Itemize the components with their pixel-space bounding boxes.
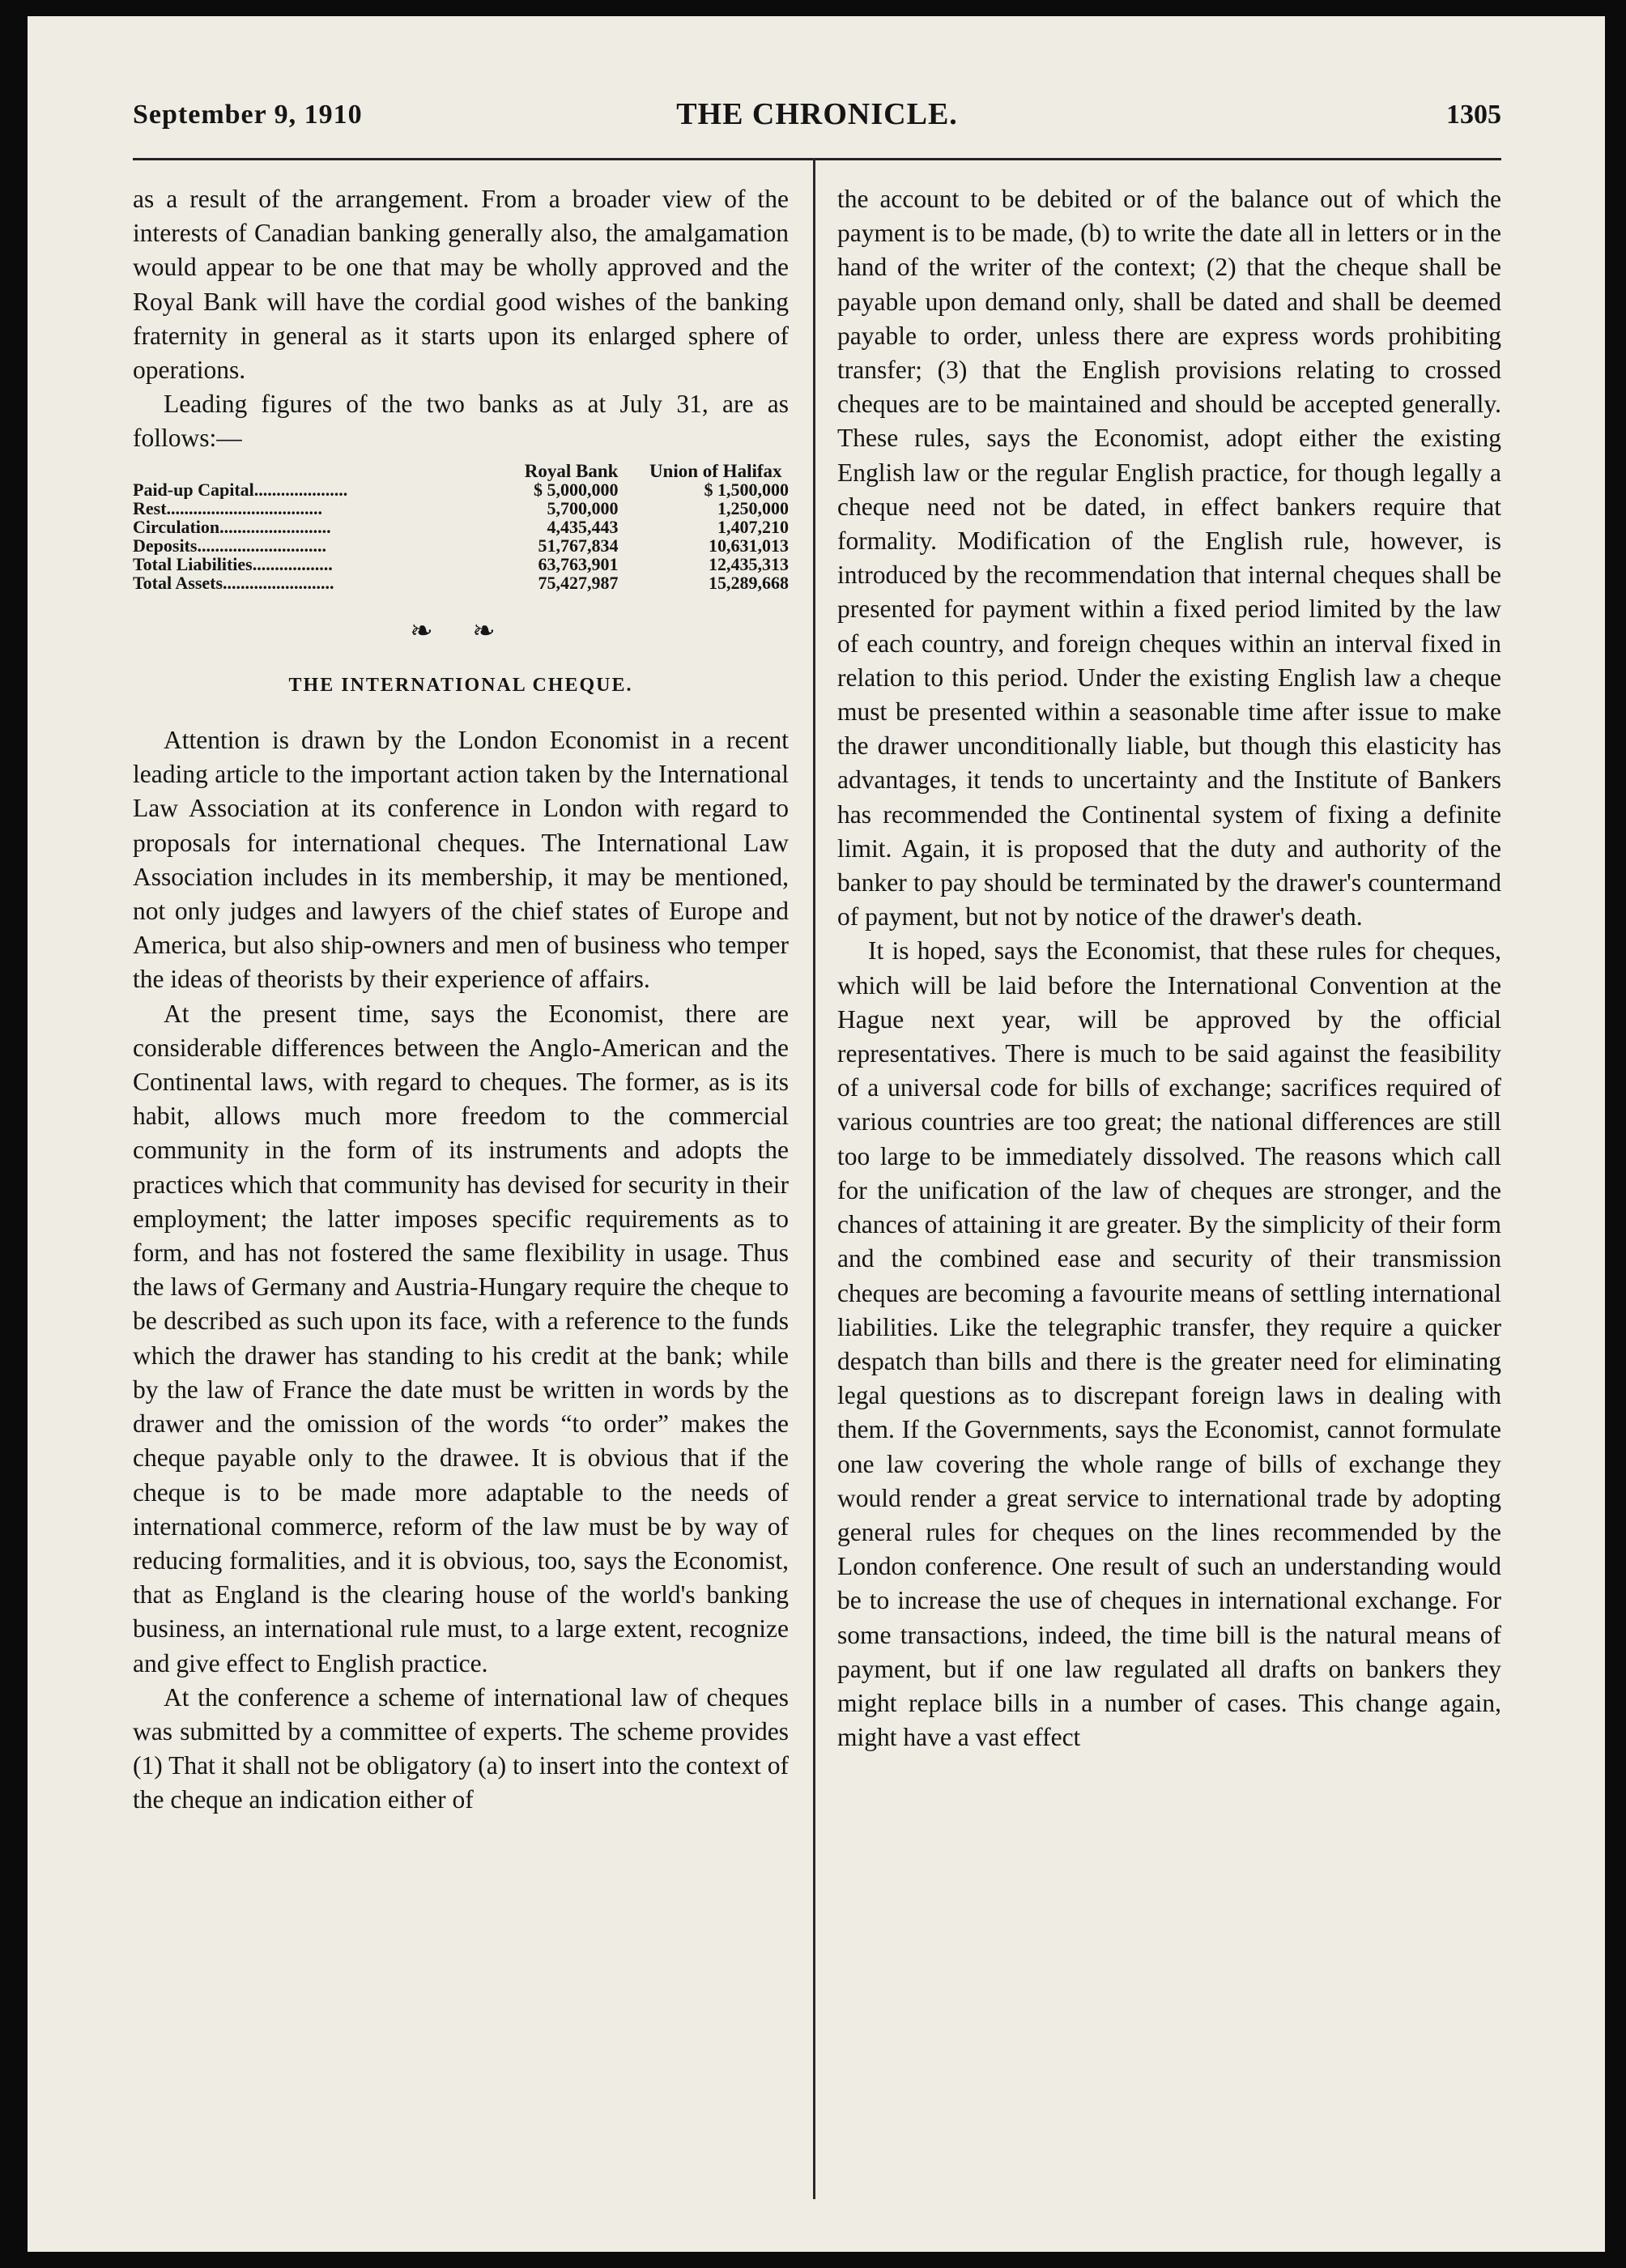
row-label: Total Assets: [133, 573, 223, 592]
column-header: Royal Bank: [524, 460, 619, 481]
union-value: 15,289,668: [709, 572, 789, 593]
royal-value: $ 5,000,000: [533, 479, 619, 500]
royal-value: 4,435,443: [547, 516, 619, 537]
paragraph: the account to be debited or of the balance out of which the payment is to be made, (b) to write the date all in letters or in the hand of the writer of the context; (2) that the cheque shall be payable upon demand only, shall be dated and shall be deemed payable to order, unless there are express words prohibiting transfer; (3) that the English provisions relating to crossed cheques are to be maintained and should be accepted generally. These rules, says the Economist, adopt either the existing English law or the regular English practice, for though legally a cheque need not be dated, in effect bankers require that formality. Modification of the English rule, however, is introduced by the recommendation that internal cheques shall be presented for payment within a fixed period limited by the law of each country, and foreign cheques within an interval fixed in relation to this period. Under the existing English law a cheque must be presented within a seasonable time after issue to make the drawer unconditionally liable, but though this elasticity has advantages, it tends to uncertainty and the Institute of Bankers has recommended the Continental system of fixing a definite limit. Again, it is proposed that the duty and authority of the banker to pay should be terminated by the drawer's countermand of payment, but not by notice of the drawer's death.: [837, 185, 1501, 932]
page-number: 1305: [1446, 100, 1501, 130]
paragraph: At the present time, says the Economist, there are considerable differences between the Anglo-American and the Continental laws, with regard to cheques. The former, as is its habit, allows much more freedom to the commercial community in the form of its instruments and adopts the practices which that community has devised for security in their employment; the latter imposes specific requirements as to form, and has not fostered the same flexibility in usage. Thus the laws of Germany and Austria-Hungary require the cheque to be described as such upon its face, with a reference to the funds which the drawer has standing to his credit at the bank; while by the law of France the date must be written in words by the drawer and the omission of the words “to order” makes the cheque payable only to the drawee. It is obvious that if the cheque is to be made more adaptable to the needs of international commerce, reform of the law must be by way of reducing formalities, and it is obvious, too, says the Economist, that as England is the clearing house of the world's banking business, an international rule must, to a large extent, recognize and give effect to English practice.: [133, 999, 789, 1678]
row-label: Paid-up Capital: [133, 480, 254, 499]
row-label: Deposits: [133, 535, 198, 555]
paragraph: as a result of the arrangement. From a broader view of the interests of Canadian banking generally also, the amalgamation would appear to be one that may be wholly approved and the Royal Bank will have the cordial good wishes of the banking fraternity in general as it starts upon its enlarged sphere of operations.: [133, 185, 789, 385]
column-header: Union of Halifax: [649, 460, 782, 481]
row-label: Circulation: [133, 517, 220, 536]
royal-value: 75,427,987: [538, 572, 619, 593]
royal-value: 5,700,000: [547, 497, 619, 518]
union-value: 10,631,013: [709, 535, 789, 556]
table-row: Paid-up Capital..................... $ 5,000,000 $ 1,500,000: [133, 479, 789, 500]
table-header-row: [133, 463, 789, 480]
page-header: [133, 93, 1501, 142]
paragraph: At the conference a scheme of international law of cheques was submitted by a committee of experts. The scheme provides (1) That it shall not be obligatory (a) to insert into the context of the cheque an indication either of: [133, 1682, 789, 1814]
ornament: ❧ ❧: [410, 616, 512, 646]
table-row: Total Assets......................... 75,427,987 15,289,668: [133, 572, 789, 593]
table-row: Rest................................... 5,700,000 1,250,000: [133, 497, 789, 518]
royal-value: 51,767,834: [538, 535, 619, 556]
union-value: 12,435,313: [709, 553, 789, 574]
bank-figures-table: [133, 460, 789, 593]
table-row: Deposits............................. 51,767,834 10,631,013: [133, 535, 789, 556]
royal-value: 63,763,901: [538, 553, 619, 574]
column-divider: [813, 158, 815, 2199]
table-row: Total Liabilities.................. 63,763,901 12,435,313: [133, 553, 789, 574]
union-value: 1,407,210: [717, 516, 789, 537]
left-column: [133, 182, 789, 1818]
issue-date: September 9, 1910: [133, 100, 363, 130]
row-label: Total Liabilities: [133, 554, 253, 573]
paragraph: Attention is drawn by the London Economist in a recent leading article to the important action taken by the International Law Association at its conference in London with regard to proposals for international cheques. The International Law Association includes in its membership, it may be mentioned, not only judges and lawyers of the chief states of Europe and America, but also ship-owners and men of business who temper the ideas of theorists by their experience of affairs.: [133, 726, 789, 994]
table-row: Circulation......................... 4,435,443 1,407,210: [133, 516, 789, 537]
paragraph: Leading figures of the two banks as at July 31, are as follows:—: [133, 390, 789, 453]
paragraph: It is hoped, says the Economist, that these rules for cheques, which will be laid before the International Convention at the Hague next year, will be approved by the official representatives. There is much to be said against the feasibility of a universal code for bills of exchange; sacrifices required of various countries are too great; the national differences are still too large to be immediately dissolved. The reasons which call for the unification of the law of cheques are stronger, and the chances of attaining it are greater. By the simplicity of their form and the combined ease and security of their transmission cheques are becoming a favourite means of settling international liabilities. Like the telegraphic transfer, they require a quicker despatch than bills and there is the greater need for eliminating legal questions as to discrepant foreign laws in dealing with them. If the Governments, says the Economist, cannot formulate one law covering the whole range of bills of exchange they would render a great service to international trade by adopting general rules for cheques on the lines recommended by the London conference. One result of such an understanding would be to increase the use of cheques in international exchange. For some transactions, indeed, the time bill is the natural means of payment, but if one law regulated all drafts on bankers they might replace bills in a number of cases. This change again, might have a vast effect: [837, 936, 1501, 1752]
header-rule: [133, 158, 1501, 160]
publication-title: THE CHRONICLE.: [676, 97, 958, 131]
row-label: Rest: [133, 498, 167, 518]
right-column: [837, 182, 1501, 1754]
union-value: 1,250,000: [717, 497, 789, 518]
union-value: $ 1,500,000: [704, 479, 789, 500]
article-heading: THE INTERNATIONAL CHEQUE.: [288, 674, 633, 696]
newspaper-page: [28, 16, 1605, 2252]
